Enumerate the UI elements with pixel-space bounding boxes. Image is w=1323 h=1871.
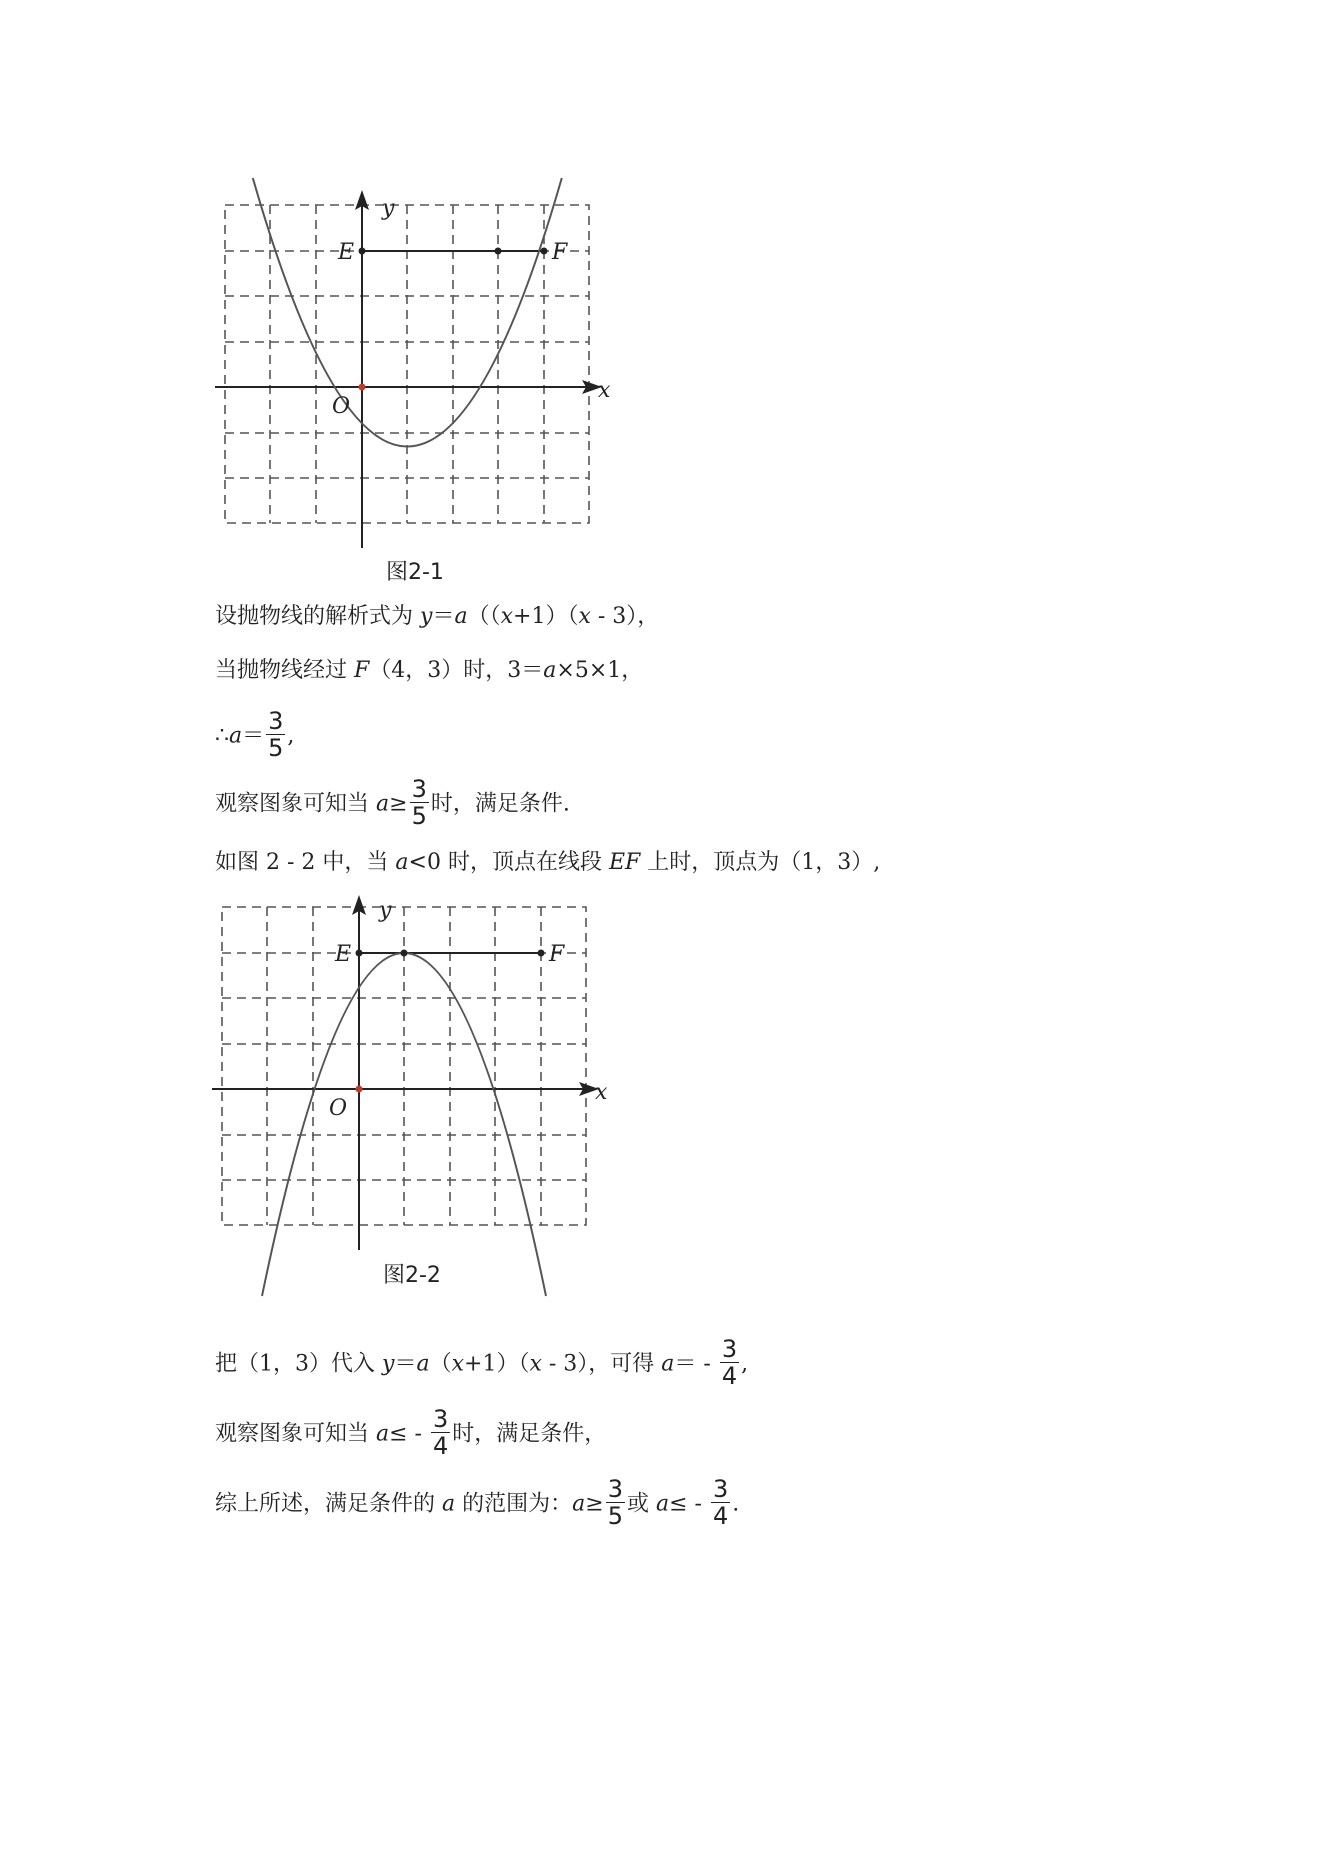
- text-line-4: 观察图象可知当 a≥ $\frac{3}{5}$ 时，满足条件.: [215, 775, 570, 830]
- grid: [225, 205, 589, 523]
- point-mid: [495, 248, 502, 255]
- label-f: F: [549, 942, 565, 967]
- fraction-3-4: $\frac{3}{4}$: [432, 1405, 449, 1460]
- fraction-3-4: $\frac{3}{4}$: [721, 1335, 738, 1390]
- point-o: [359, 384, 366, 391]
- label-e: E: [338, 240, 355, 265]
- figure-2-1: [210, 170, 610, 560]
- point-vertex: [401, 950, 408, 957]
- text-line-1: 设抛物线的解析式为 y＝a（（x+1）（x - 3），: [215, 604, 660, 629]
- point-f: [538, 950, 545, 957]
- point-o: [356, 1086, 363, 1093]
- text-line-2: 当抛物线经过 F（4，3）时，3＝a×5×1，: [215, 658, 644, 683]
- label-y: y: [382, 196, 395, 221]
- text-line-6: 把（1，3）代入 y＝a（x+1）（x - 3），可得 a＝ - $\frac{3}{4}$ ,: [215, 1335, 749, 1390]
- label-o: O: [332, 394, 351, 419]
- point-f: [541, 248, 548, 255]
- fraction-3-5: $\frac{3}{5}$: [268, 707, 284, 762]
- text-line-5: 如图 2 - 2 中，当 a<0 时，顶点在线段 EF 上时，顶点为（1，3）,: [215, 850, 881, 875]
- text-line-7: 观察图象可知当 a≤ - $\frac{3}{4}$ 时，满足条件，: [215, 1405, 607, 1460]
- label-e: E: [335, 942, 352, 967]
- text-line-3: ∴a＝ $\frac{3}{5}$ ,: [215, 707, 295, 762]
- label-y: y: [379, 898, 392, 923]
- fraction-3-5: $\frac{3}{5}$: [607, 1475, 623, 1530]
- label-x: x: [595, 1080, 607, 1105]
- text-line-8: 综上所述，满足条件的 a 的范围为：a≥ $\frac{3}{5}$ 或 a≤ - $\frac{3}{4}$ .: [215, 1475, 740, 1530]
- figure-2-1-caption: 图2-1: [386, 560, 444, 585]
- figure-2-2-caption: 图2-2: [383, 1263, 441, 1288]
- label-f: F: [552, 240, 568, 265]
- fraction-3-5: $\frac{3}{5}$: [411, 775, 427, 830]
- label-o: O: [329, 1096, 348, 1121]
- point-e: [359, 248, 366, 255]
- label-x: x: [598, 378, 610, 403]
- figure-2-2: [207, 895, 607, 1305]
- point-e: [356, 950, 363, 957]
- fraction-3-4: $\frac{3}{4}$: [712, 1475, 729, 1530]
